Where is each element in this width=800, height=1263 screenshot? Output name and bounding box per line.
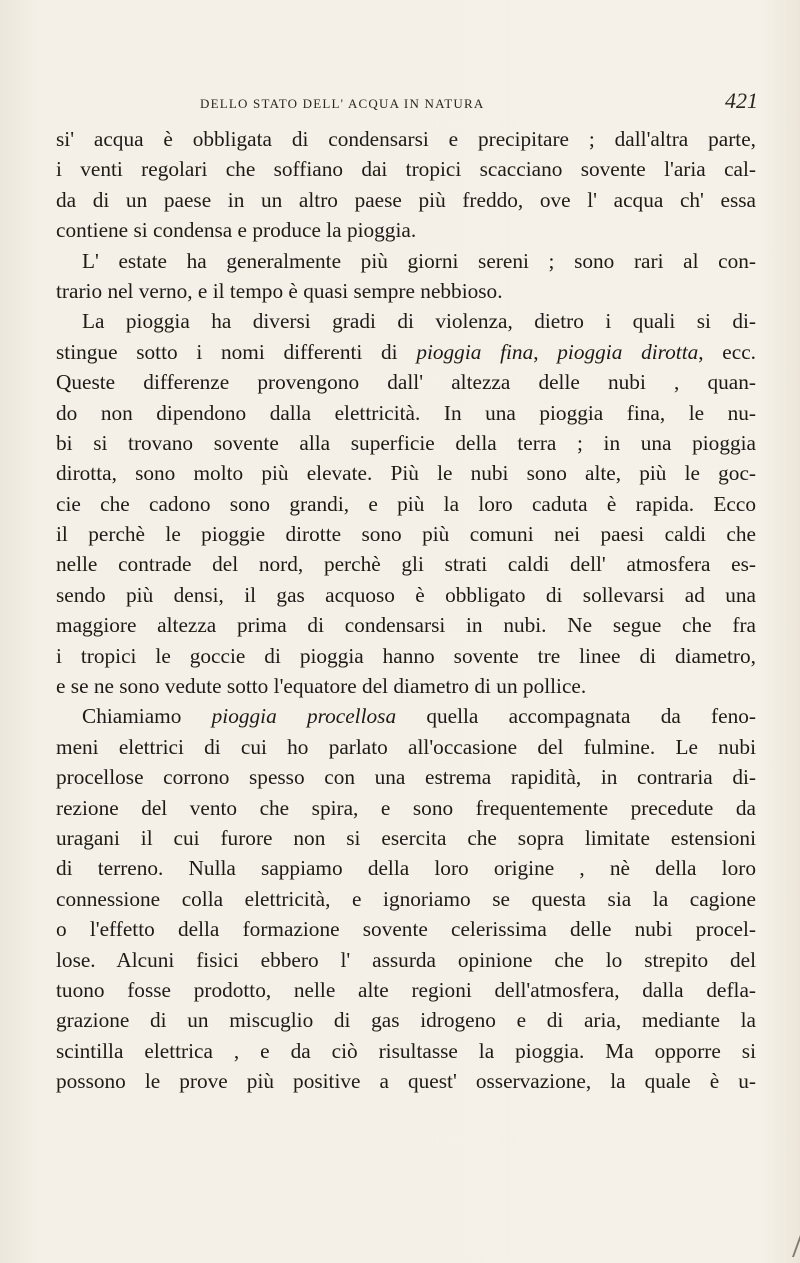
text-run: stingue sotto i nomi differenti di bbox=[56, 339, 417, 364]
text-line: do non dipendono dalla elettricità. In una pioggia fina, le nu- bbox=[56, 400, 756, 425]
text-line: sendo più densi, il gas acquoso è obbligato di sollevarsi ad una bbox=[56, 582, 756, 607]
text-line: si' acqua è obbligata di condensarsi e precipitare ; dall'altra parte, bbox=[56, 127, 756, 151]
text-line: grazione di un miscuglio di gas idrogeno e di aria, mediante la bbox=[56, 1008, 756, 1033]
page-header bbox=[0, 88, 800, 122]
text-line bbox=[56, 337, 756, 367]
italic-term: pioggia dirotta bbox=[557, 339, 699, 364]
text-line: Queste differenze provengono dall' altezza delle nubi , quan- bbox=[56, 370, 756, 395]
page-number: 421 bbox=[725, 88, 758, 113]
text-line: uragani il cui furore non si esercita che sopra limitate estensioni bbox=[56, 825, 756, 850]
text-line: nelle contrade del nord, perchè gli strati caldi dell' atmosfera es- bbox=[56, 552, 756, 577]
text-line: La pioggia ha diversi gradi di violenza, dietro i quali si di- bbox=[82, 309, 756, 334]
text-line: tuono fosse prodotto, nelle alte regioni dell'atmosfera, dalla defla- bbox=[56, 977, 756, 1002]
running-title: DELLO STATO DELL' ACQUA IN NATURA bbox=[200, 96, 485, 111]
text-line: i tropici le goccie di pioggia hanno sovente tre linee di diametro, bbox=[56, 643, 756, 668]
text-line: il perchè le pioggie dirotte sono più comuni nei paesi caldi che bbox=[56, 522, 756, 547]
text-line: e se ne sono vedute sotto l'equatore del diametro di un pollice. bbox=[56, 674, 587, 699]
text-line: lose. Alcuni fisici ebbero l' assurda opinione che lo strepito del bbox=[56, 947, 756, 972]
text-line: procellose corrono spesso con una estrema rapidità, in contraria di- bbox=[56, 765, 756, 790]
text-line: scintilla elettrica , e da ciò risultasse la pioggia. Ma opporre si bbox=[56, 1038, 756, 1063]
text-line: meni elettrici di cui ho parlato all'occasione del fulmine. Le nubi bbox=[56, 734, 756, 759]
text-line bbox=[56, 701, 756, 731]
text-line: cie che cadono sono grandi, e più la loro caduta è rapida. Ecco bbox=[56, 491, 756, 516]
text-line: L' estate ha generalmente più giorni sereni ; sono rari al con- bbox=[82, 248, 756, 273]
text-line: di terreno. Nulla sappiamo della loro origine , nè della loro bbox=[56, 856, 756, 881]
text-line: i venti regolari che soffiano dai tropici scacciano sovente l'aria cal- bbox=[56, 157, 756, 182]
text-line: contiene si condensa e produce la pioggia. bbox=[56, 218, 417, 243]
page-edge-mark bbox=[778, 1235, 800, 1257]
text-line: possono le prove più positive a quest' osservazione, la quale è u- bbox=[56, 1069, 756, 1094]
text-line: dirotta, sono molto più elevate. Più le nubi sono alte, più le goc- bbox=[56, 461, 756, 486]
text-run: , ecc. bbox=[698, 339, 756, 364]
text-run: , bbox=[533, 339, 558, 364]
text-line: o l'effetto della formazione sovente celerissima delle nubi procel- bbox=[56, 917, 756, 942]
body-text bbox=[56, 124, 756, 1097]
text-line: rezione del vento che spira, e sono frequentemente precedute da bbox=[56, 795, 756, 820]
italic-term: pioggia fina bbox=[416, 339, 534, 364]
text-line: connessione colla elettricità, e ignoriamo se questa sia la cagione bbox=[56, 886, 756, 911]
text-run: quella accompagnata da feno- bbox=[396, 704, 756, 729]
text-line: da di un paese in un altro paese più freddo, ove l' acqua ch' essa bbox=[56, 187, 756, 212]
text-line: trario nel verno, e il tempo è quasi sempre nebbioso. bbox=[56, 278, 503, 303]
text-run: Chiamiamo bbox=[82, 704, 212, 729]
italic-term: pioggia procellosa bbox=[211, 704, 397, 729]
text-line: bi si trovano sovente alla superficie della terra ; in una pioggia bbox=[56, 430, 756, 455]
text-line: maggiore altezza prima di condensarsi in nubi. Ne segue che fra bbox=[56, 613, 756, 638]
